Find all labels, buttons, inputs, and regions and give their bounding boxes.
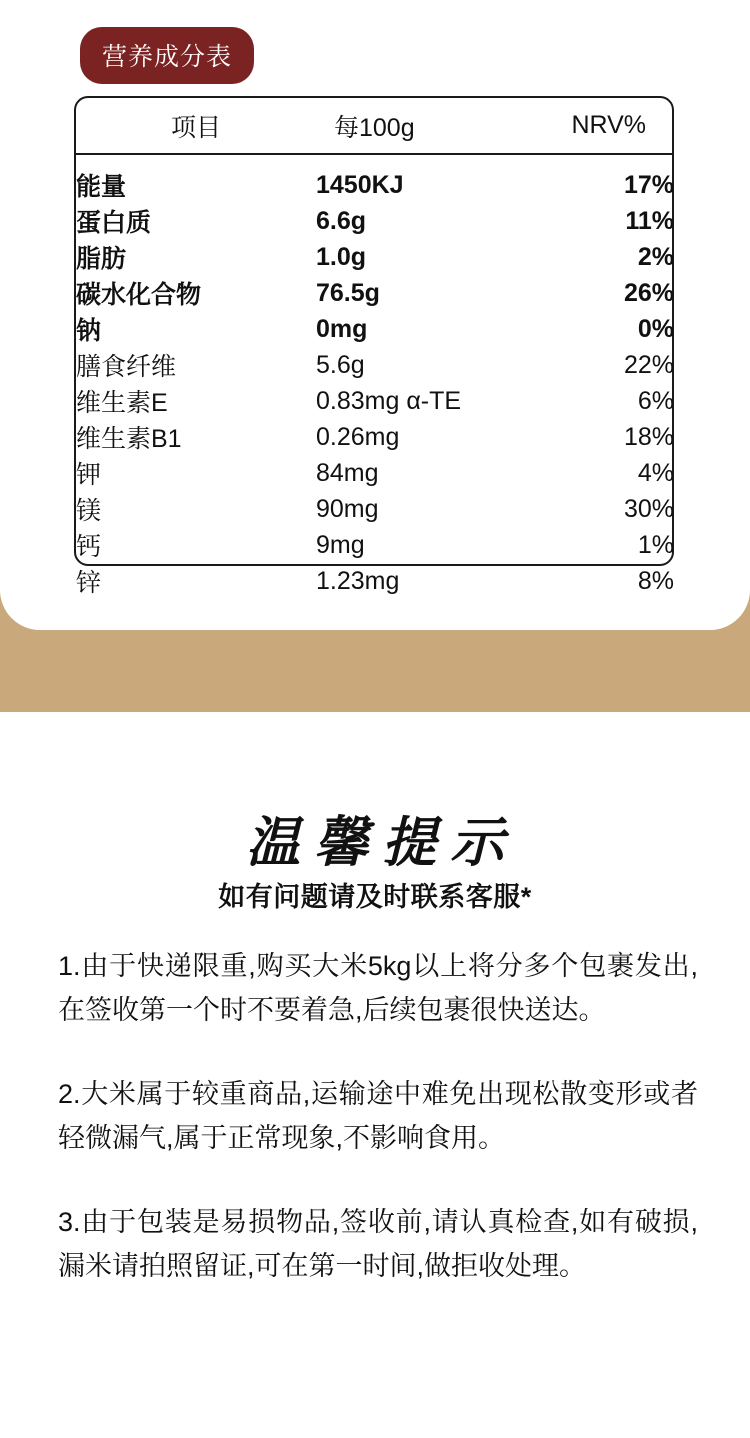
table-row	[76, 275, 674, 311]
tips-section	[0, 712, 750, 1438]
row-item: 碳水化合物	[76, 281, 202, 309]
row-nrv: 1%	[637, 530, 674, 559]
nutrition-card	[0, 0, 750, 630]
tip-paragraph-2: 2.大米属于较重商品,运输途中难免出现松散变形或者轻微漏气,属于正常现象,不影响食用。	[58, 1079, 698, 1153]
row-item: 维生素B1	[76, 425, 182, 453]
row-value: 5.6g	[316, 350, 365, 379]
row-value: 84mg	[316, 458, 379, 487]
tip-paragraph-1: 1.由于快递限重,购买大米5kg以上将分多个包裹发出,在签收第一个时不要着急,后续包裹很快送达。	[58, 951, 698, 1025]
row-nrv: 26%	[623, 278, 674, 307]
table-row	[76, 563, 674, 599]
header-nrv: NRV%	[571, 111, 646, 139]
row-item: 能量	[76, 173, 127, 201]
row-nrv: 30%	[623, 494, 674, 523]
nutrition-table-head	[76, 98, 674, 154]
row-value: 0.83mg α-TE	[316, 386, 462, 415]
table-header-row	[76, 98, 674, 153]
row-nrv: 0%	[637, 314, 674, 343]
row-item: 钙	[76, 533, 102, 561]
nutrition-table-body	[76, 154, 674, 599]
row-value: 0.26mg	[316, 422, 400, 451]
row-item: 膳食纤维	[76, 353, 177, 381]
table-row	[76, 347, 674, 383]
nutrition-table	[76, 98, 674, 599]
table-row	[76, 419, 674, 455]
nutrition-section	[0, 0, 750, 712]
table-row	[76, 491, 674, 527]
row-nrv: 6%	[637, 386, 674, 415]
tips-body	[58, 944, 698, 1328]
row-item: 脂肪	[76, 245, 127, 273]
nutrition-table-container	[74, 96, 674, 597]
table-row	[76, 383, 674, 419]
row-value: 9mg	[316, 530, 365, 559]
tip-paragraph-3: 3.由于包装是易损物品,签收前,请认真检查,如有破损,漏米请拍照留证,可在第一时间,做拒收处理。	[58, 1207, 698, 1281]
row-nrv: 4%	[637, 458, 674, 487]
row-nrv: 8%	[637, 566, 674, 595]
row-item: 钠	[76, 317, 102, 345]
row-value: 0mg	[316, 314, 368, 343]
row-value: 1.23mg	[316, 566, 400, 595]
row-nrv: 11%	[625, 206, 674, 235]
row-value: 6.6g	[316, 206, 367, 235]
row-nrv: 18%	[623, 422, 674, 451]
tips-subheading: 如有问题请及时联系客服*	[218, 882, 532, 912]
row-value: 1.0g	[316, 242, 367, 271]
header-per100g: 每100g	[334, 113, 415, 142]
row-item: 锌	[76, 569, 102, 597]
tips-heading: 温馨提示	[246, 813, 518, 873]
row-item: 维生素E	[76, 389, 168, 417]
table-row	[76, 203, 674, 239]
row-nrv: 22%	[623, 350, 674, 379]
row-item: 钾	[76, 461, 102, 489]
row-nrv: 17%	[623, 170, 674, 199]
table-row	[76, 527, 674, 563]
table-row	[76, 239, 674, 275]
table-row	[76, 154, 674, 203]
table-row	[76, 311, 674, 347]
row-value: 76.5g	[316, 278, 380, 307]
row-item: 蛋白质	[76, 209, 152, 237]
row-nrv: 2%	[637, 242, 674, 271]
table-row	[76, 455, 674, 491]
row-item: 镁	[76, 497, 102, 525]
nutrition-badge: 营养成分表	[80, 27, 254, 84]
row-value: 90mg	[316, 494, 379, 523]
header-item: 项目	[170, 113, 221, 142]
row-value: 1450KJ	[316, 170, 404, 199]
